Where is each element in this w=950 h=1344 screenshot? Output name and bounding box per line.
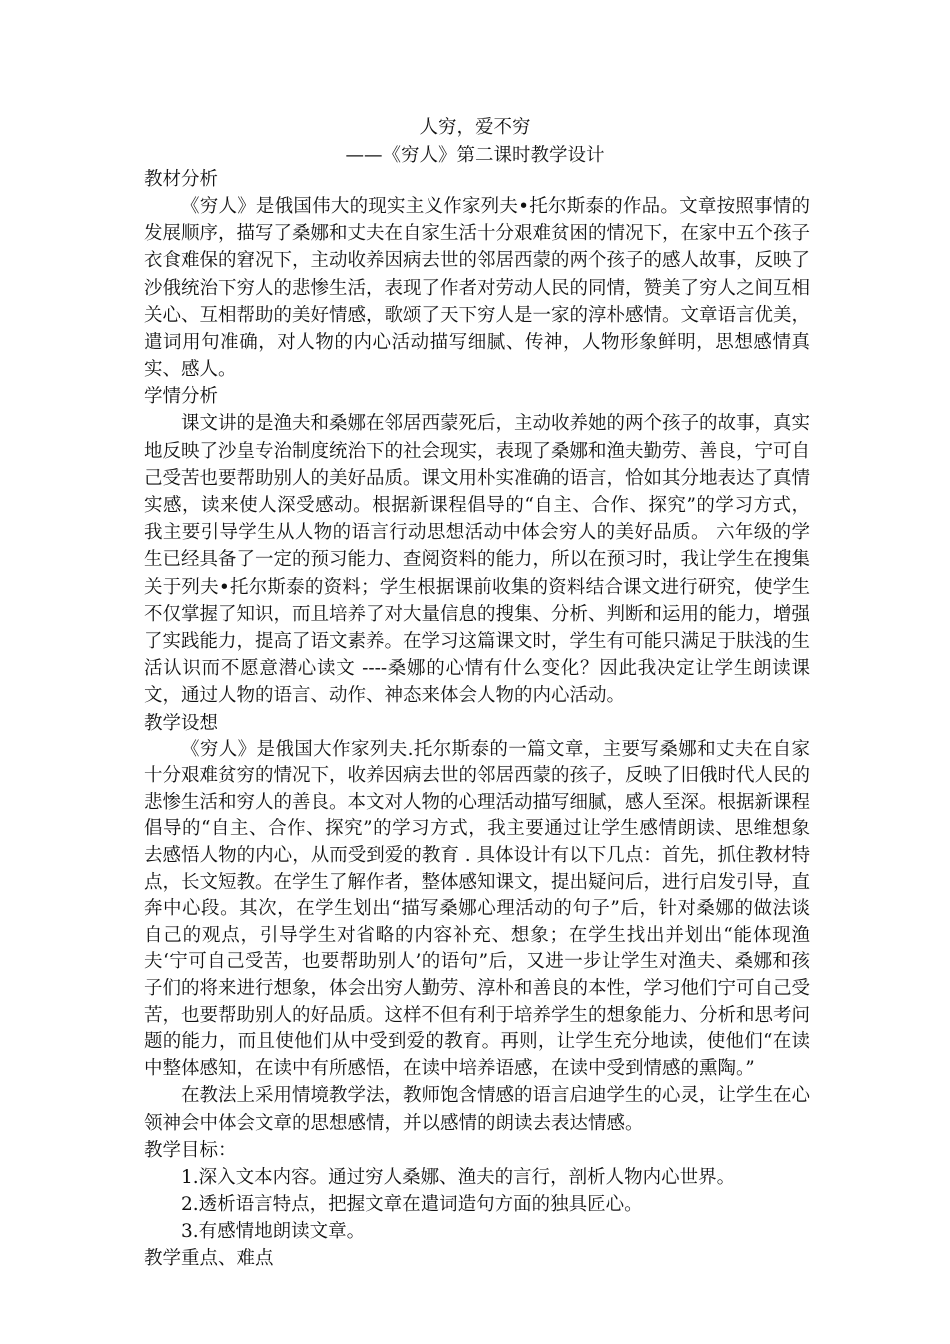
section-heading-textbook-analysis: 教材分析 bbox=[144, 169, 219, 190]
document-body bbox=[144, 166, 810, 1272]
paragraph-teaching-concept: 《穷人》是俄国大作家列夫.托尔斯泰的一篇文章，主要写桑娜和丈夫在自家十分艰难贫穷的情况下，收养因病去世的邻居西蒙的孩子，反映了旧俄时代人民的悲惨生活和穷人的善良。本文对人物的心理活动描写细腻，感人至深。根据新课程倡导的“自主、合作、探究”的学习方式，我主要通过让学生感情朗读、思维想象去感悟人物的内心，从而受到爱的教育 . 具体设计有以下几点：首先，抓住教材特点，长文短教。在学生了解作者，整体感知课文，提出疑问后，进行启发引导，直奔中心段。其次，在学生划出“描写桑娜心理活动的句子”后，针对桑娜的做法谈自己的观点，引导学生对省略的内容补充、想象；在学生找出并划出“能体现渔夫‘宁可自己受苦，也要帮助别人’的语句”后，又进一步让学生对渔夫、桑娜和孩子们的将来进行想象，体会出穷人勤劳、淳朴和善良的本性，学习他们宁可自己受苦，也要帮助别人的好品质。这样不但有利于培养学生的想象能力、分析和思考问题的能力，而且使他们从中受到爱的教育。再则，让学生充分地读，使他们“在读中整体感知，在读中有所感悟，在读中培养语感，在读中受到情感的熏陶。” bbox=[144, 738, 811, 1079]
goal-item: 2.透析语言特点，把握文章在遣词造句方面的独具匠心。 bbox=[181, 1193, 643, 1215]
section-heading-key-points: 教学重点、难点 bbox=[144, 1247, 274, 1269]
paragraph-teaching-method: 在教法上采用情境教学法，教师饱含情感的语言启迪学生的心灵，让学生在心领神会中体会文章的思想感情，并以感情的朗读去表达情感。 bbox=[144, 1085, 811, 1134]
paragraph-student-analysis: 课文讲的是渔夫和桑娜在邻居西蒙死后，主动收养她的两个孩子的故事，真实地反映了沙皇专治制度统治下的社会现实，表现了桑娜和渔夫勤劳、善良，宁可自己受苦也要帮助别人的美好品质。课文用朴实准确的语言，恰如其分地表达了真情实感，读来使人深受感动。根据新课程倡导的“自主、合作、探究”的学习方式，我主要引导学生从人物的语言行动思想活动中体会穷人的美好品质。 六年级的学生已经具备了一定的预习能力、查阅资料的能力，所以在预习时，我让学生在搜集关于列夫•托尔斯泰的资料；学生根据课前收集的资料结合课文进行研究，使学生不仅掌握了知识，而且培养了对大量信息的搜集、分析、判断和运用的能力，增强了实践能力，提高了语文素养。在学习这篇课文时，学生有可能只满足于肤浅的生活认识而不愿意潜心读文 ----桑娜的心情有什么变化？因此我决定让学生朗读课文，通过人物的语言、动作、神态来体会人物的内心活动。 bbox=[144, 413, 811, 707]
section-heading-teaching-goals: 教学目标： bbox=[144, 1139, 237, 1161]
section-heading-teaching-concept: 教学设想 bbox=[144, 712, 219, 734]
goal-item: 3.有感情地朗读文章。 bbox=[181, 1220, 366, 1242]
document-subtitle: ——《穷人》第二课时教学设计 bbox=[345, 145, 605, 166]
paragraph-textbook-analysis: 《穷人》是俄国伟大的现实主义作家列夫•托尔斯泰的作品。文章按照事情的发展顺序，描写了桑娜和丈夫在自家生活十分艰难贫困的情况下，在家中五个孩子衣食难保的窘况下，主动收养因病去世的邻居西蒙的两个孩子的感人故事，反映了沙俄统治下穷人的悲惨生活，表现了作者对劳动人民的同情，赞美了穷人之间互相关心、互相帮助的美好情感，歌颂了天下穷人是一家的淳朴感情。文章语言优美，遣词用句准确，对人物的内心活动描写细腻、传神，人物形象鲜明，思想感情真实、感人。 bbox=[144, 196, 811, 381]
section-heading-student-analysis: 学情分析 bbox=[144, 386, 219, 408]
goal-item: 1.深入文本内容。通过穷人桑娜、渔夫的言行，剖析人物内心世界。 bbox=[181, 1166, 736, 1188]
document-title: 人穷，爱不穷 bbox=[419, 117, 531, 138]
